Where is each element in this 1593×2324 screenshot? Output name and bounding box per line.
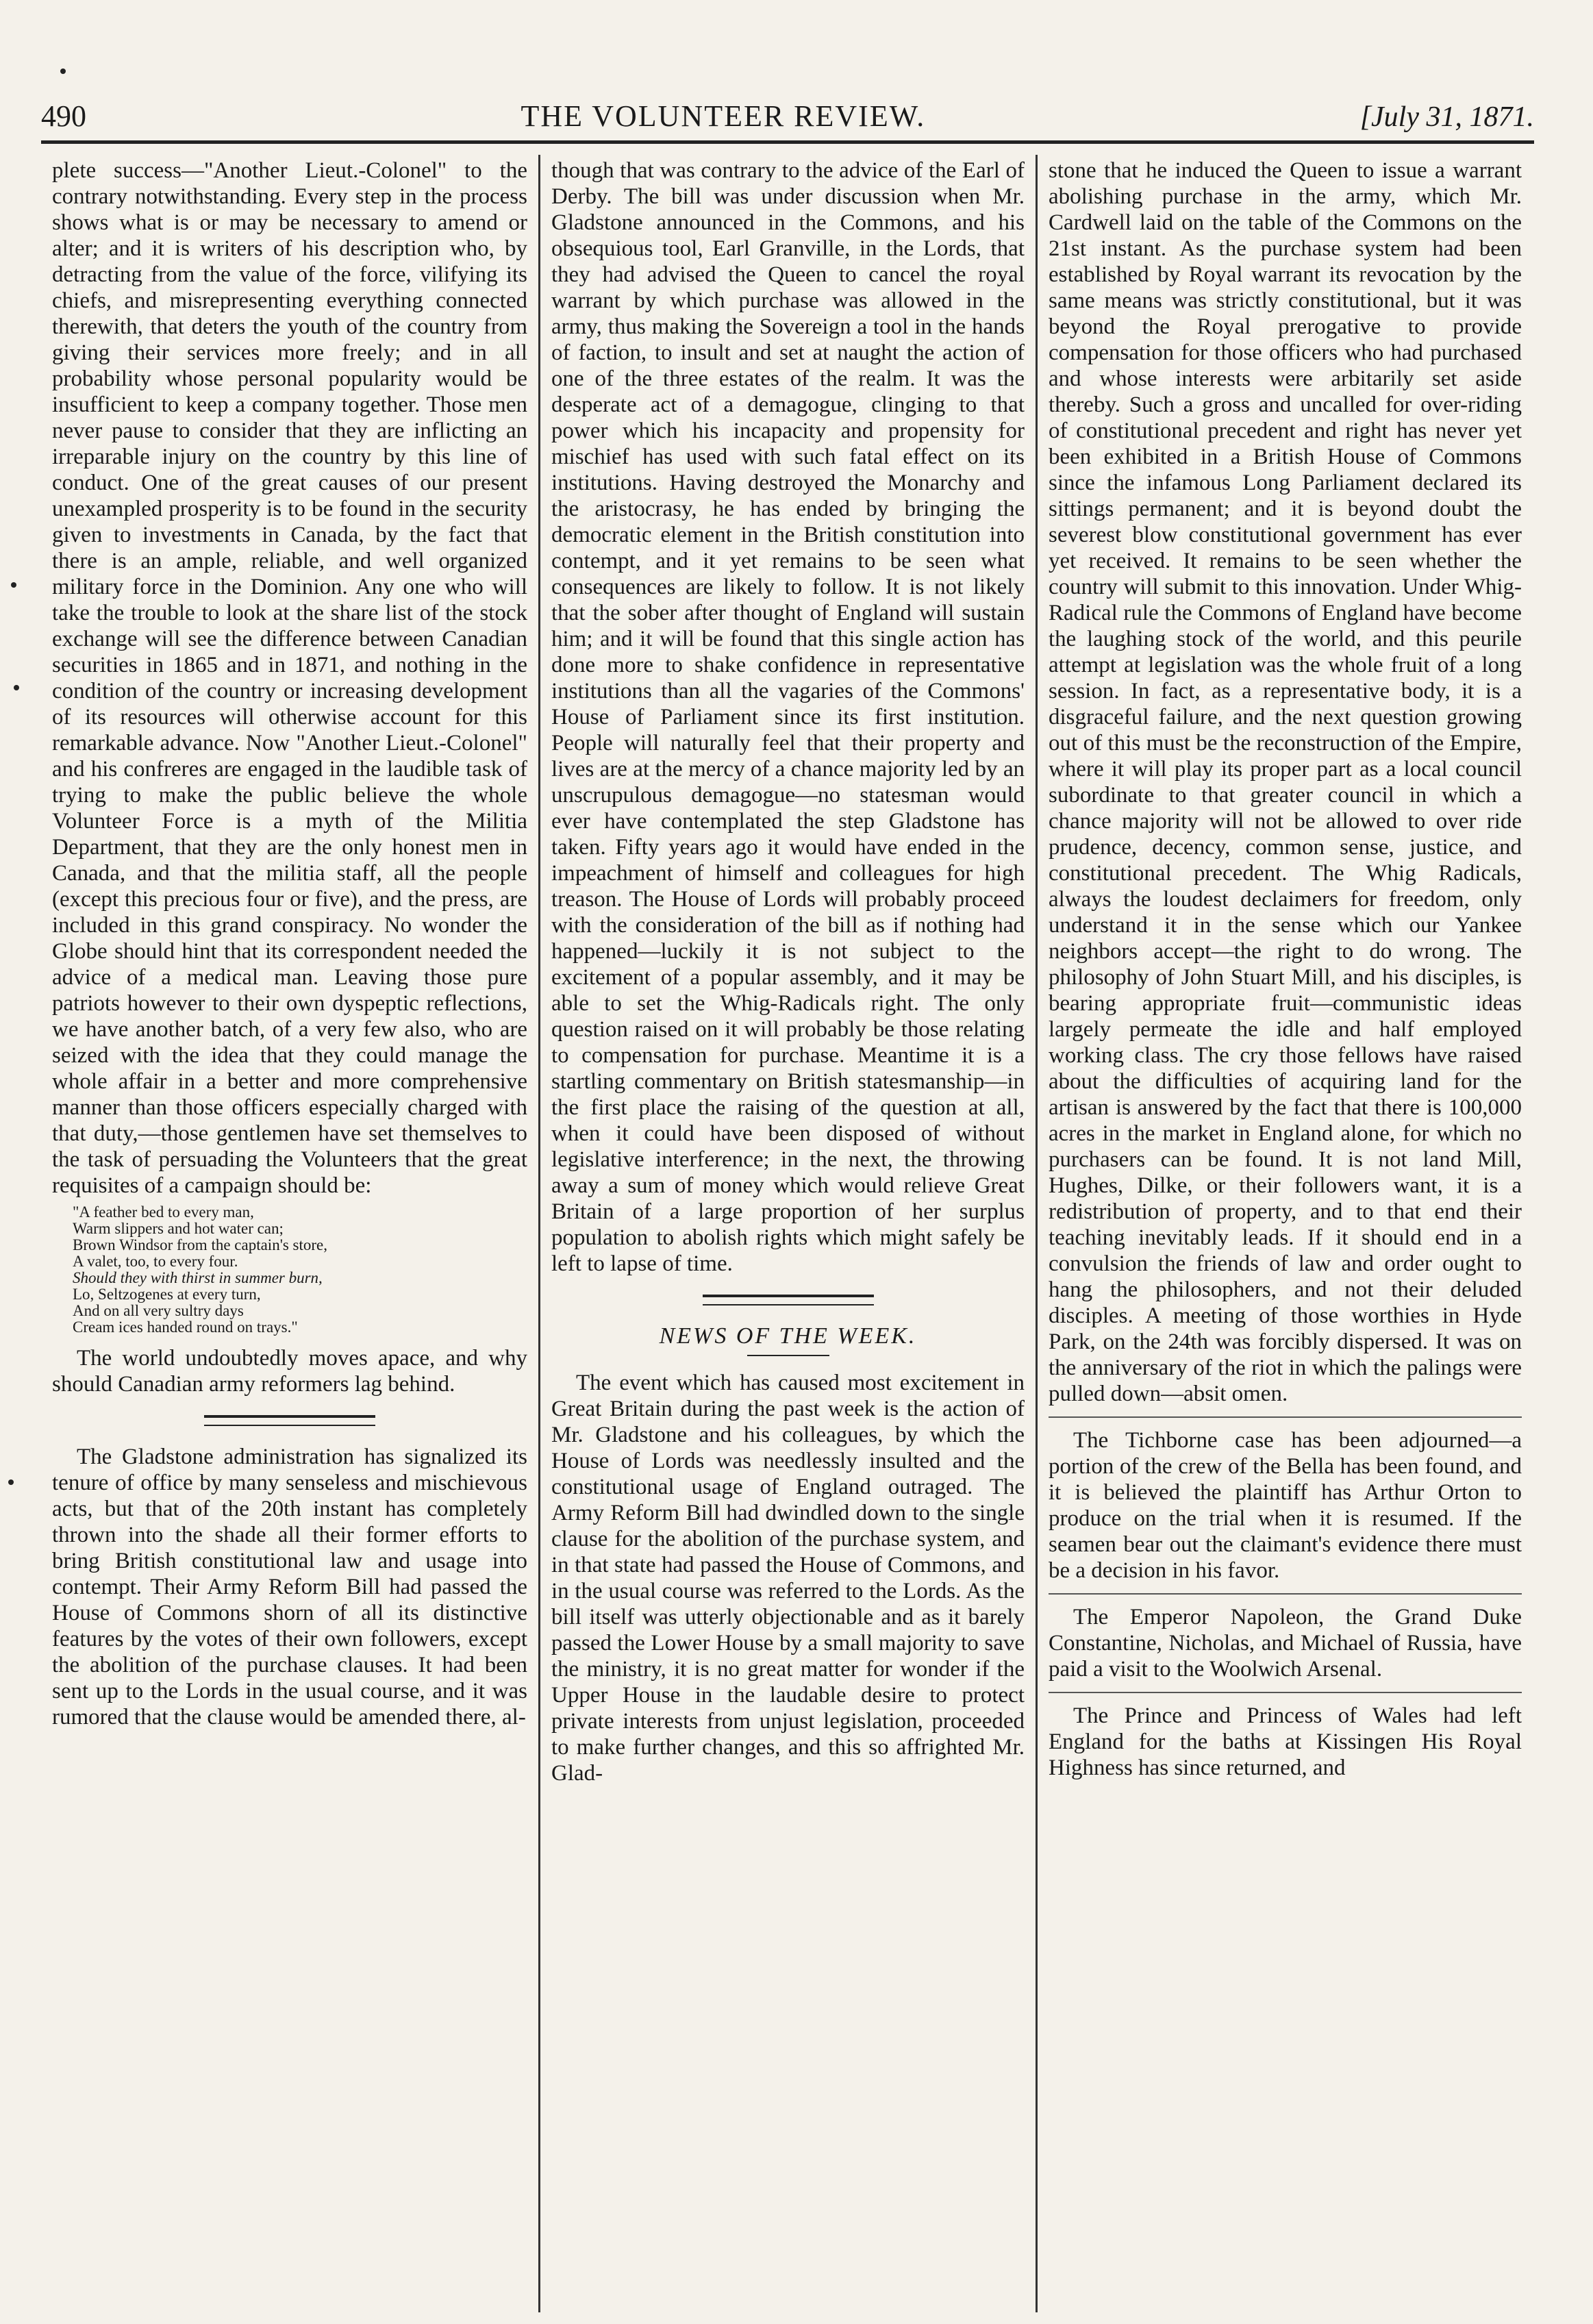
column-3 — [1036, 155, 1533, 2312]
paragraph-divider — [1049, 1593, 1522, 1595]
article-paragraph: The event which has caused most excitement in Great Britain during the past week is the action of Mr. Gladstone and his colleagues, by which the House of Lords was needlessly insulted and the constitutional usage of England outraged. The Army Reform Bill had dwindled down to the single clause for the abolition of the purchase system, and in that state had passed the House of Commons, and in the usual course was referred to the Lords. As the bill itself was utterly objectionable and as it barely passed the Lower House by a small majority to save the ministry, it is no great matter for wonder if the Upper House in the laudable desire to protect private interests from unjust legislation, proceeded to make further changes, and this so affrighted Mr. Glad- — [551, 1371, 1025, 1786]
section-heading: NEWS OF THE WEEK. — [659, 1323, 917, 1349]
news-item: The Tichborne case has been adjourned—a portion of the crew of the Bella has been found, and it is believed the plaintiff has Arthur Orton to produce on the trial when it is resumed. If the seamen bear out the claimant's evidence there must be a decision in his favor. — [1049, 1428, 1522, 1583]
publication-title: THE VOLUNTEER REVIEW. — [520, 99, 926, 133]
margin-dot — [11, 582, 16, 588]
news-item: The Emperor Napoleon, the Grand Duke Constantine, Nicholas, and Michael of Russia, have paid a visit to the Woolwich Arsenal. — [1049, 1605, 1522, 1682]
article-paragraph: though that was contrary to the advice of the Earl of Derby. The bill was under discussion when Mr. Gladstone announced in the Commons, and his obsequious tool, Earl Granville, in the Lords, that they had advised the Queen to cancel the royal warrant by which purchase was allowed in the army, thus making the Sovereign a tool in the hands of faction, to insult and set at naught the action of one of the three estates of the realm. It was the desperate act of a demagogue, clinging to that power which his incapacity and propensity for mischief has used with such fatal effect on its institutions. Having destroyed the Monarchy and the aristocrasy, he has ended by bringing the democratic element in the British constitution into contempt, and it yet remains to be seen what consequences are likely to follow. It is not likely that the sober after thought of England will sustain him; and it will be found that this single action has done more to shake confidence in representative institutions than all the vagaries of the Commons' House of Parliament since its first institution. People will naturally feel that their property and lives are at the mercy of a chance majority led by an unscrupulous demagogue—no statesman would ever have contemplated the step Gladstone has taken. Fifty years ago it would have ended in the impeachment of himself and colleagues for high treason. The House of Lords will probably proceed with the consideration of the bill as if nothing had happened—luckily it is not subject to the excitement of a popular assembly, and it may be able to set the Whig-Radicals right. The only question raised on it will probably be those relating to compensation for purchase. Meantime it is a startling commentary on British statesmanship—in the first place the raising of the question at all, when it could have been disposed of without legislative interference; in the next, the throwing away a sum of money which would relieve Great Britain of a large proportion of her surplus population to abolish rights which might safely be left to lapse of time. — [551, 158, 1025, 1276]
column-2 — [538, 155, 1036, 2312]
page-number: 490 — [41, 99, 86, 133]
verse-line: Should they with thirst in summer burn, — [73, 1269, 323, 1286]
page-header — [41, 89, 1534, 144]
column-1 — [41, 155, 538, 2312]
verse-line: A valet, too, to every four. — [73, 1253, 238, 1270]
margin-dot — [8, 1479, 14, 1485]
section-divider — [204, 1415, 375, 1426]
issue-date: [July 31, 1871. — [1359, 101, 1534, 133]
margin-dot — [14, 685, 19, 690]
verse-line: Lo, Seltzogenes at every turn, — [73, 1286, 261, 1303]
paragraph-divider — [1049, 1692, 1522, 1693]
verse-quote — [73, 1204, 527, 1336]
verse-line: Cream ices handed round on trays." — [73, 1319, 298, 1336]
newspaper-page — [41, 89, 1534, 2308]
section-divider — [703, 1295, 874, 1305]
news-item: The Prince and Princess of Wales had left England for the baths at Kissingen His Royal Highness has since returned, and — [1049, 1703, 1522, 1780]
verse-line: And on all very sultry days — [73, 1302, 244, 1319]
margin-dot — [60, 68, 66, 74]
verse-line: Warm slippers and hot water can; — [73, 1220, 284, 1237]
article-paragraph: stone that he induced the Queen to issue a warrant abolishing purchase in the army, which Mr. Cardwell laid on the table of the Commons on the 21st instant. As the purchase system had been established by Royal warrant its revocation by the same means was strictly constitutional, but it was beyond the Royal prerogative to provide compensation for those officers who had purchased and whose interests were arbitarily set aside thereby. Such a gross and uncalled for over-riding of constitutional precedent and right has never yet been exhibited in a British House of Commons since the infamous Long Parliament declared its sittings permanent; and it is beyond doubt the severest blow constitutional government has ever yet received. It remains to be seen whether the country will submit to this innovation. Under Whig-Radical rule the Commons of England have become the laughing stock of the world, and this peurile attempt at legislation was the whole fruit of a long session. In fact, as a representative body, it is a disgraceful failure, and the next question growing out of this must be the reconstruction of the Empire, where it will play its proper part as a local council subordinate to that greater council in which a chance majority will not be allowed to over ride prudence, decency, common sense, justice, and constitutional precedent. The Whig Radicals, always the loudest declaimers for freedom, only understand it in the sense which our Yankee neighbors accept—the right to do wrong. The philosophy of John Stuart Mill, and his disciples, is bearing appropriate fruit—communistic ideas largely permeate the idle and half employed working class. The cry those fellows have raised about the difficulties of acquiring land for the artisan is answered by the fact that there is 100,000 acres in the market in England alone, for which no purchasers can be found. It is not land Mill, Hughes, Dilke, or their followers want, it is a redistribution of property, and to that end their teaching inevitably leads. If it should end in a convulsion the friends of law and order ought to hang the philosophers, and not their deluded disciples. A meeting of those worthies in Hyde Park, on the 24th was forcibly dispersed. It was on the anniversary of the riot in which the palings were pulled down—absit omen. — [1049, 158, 1522, 1406]
heading-rule — [747, 1355, 829, 1356]
article-paragraph: The Gladstone administration has signalized its tenure of office by many senseless and mischievous acts, but that of the 20th instant has completely thrown into the shade all their former efforts to bring British constitutional law and usage into contempt. Their Army Reform Bill had passed the House of Commons shorn of all its distinctive features by the votes of their own followers, except the abolition of the purchase clauses. It had been sent up to the Lords in the usual course, and it was rumored that the clause would be amended there, al- — [52, 1445, 527, 1729]
verse-line: Brown Windsor from the captain's store, — [73, 1236, 327, 1253]
verse-line: "A feather bed to every man, — [73, 1203, 254, 1221]
paragraph-divider — [1049, 1416, 1522, 1418]
article-paragraph: plete success—"Another Lieut.-Colonel" to the contrary notwithstanding. Every step in the process shows what is or may be necessary to amend or alter; and it is writers of his description who, by detracting from the value of the force, vilifying its chiefs, and misrepresenting everything connected therewith, that deters the youth of the country from giving their services more freely; and in all probability whose personal popularity would be insufficient to keep a company together. Those men never pause to consider that they are inflicting an irreparable injury on the country by this line of conduct. One of the great causes of our present unexampled prosperity is to be found in the security given to investments in Canada, by the fact that there is an ample, reliable, and well organized military force in the Dominion. Any one who will take the trouble to look at the share list of the stock exchange will see the difference between Canadian securities in 1865 and in 1871, and nothing in the condition of the country or increasing development of its resources will otherwise account for this remarkable advance. Now "Another Lieut.-Colonel" and his confreres are engaged in the laudible task of trying to make the public believe the whole Volunteer Force is a myth of the Militia Department, that they are the only honest men in Canada, and that the militia staff, all the people (except this precious four or five), and the press, are included in this grand conspiracy. No wonder the Globe should hint that its correspondent needed the advice of a medical man. Leaving those pure patriots however to their own dyspeptic reflections, we have another batch, of a very few also, who are seized with the idea that they could manage the whole affair in a better and more comprehensive manner than those officers especially charged with that duty,—those gentlemen have set themselves to the task of persuading the Volunteers that the great requisites of a campaign should be: — [52, 158, 527, 1198]
text-columns — [41, 155, 1534, 2312]
article-paragraph: The world undoubtedly moves apace, and why should Canadian army reformers lag behind. — [52, 1346, 527, 1397]
